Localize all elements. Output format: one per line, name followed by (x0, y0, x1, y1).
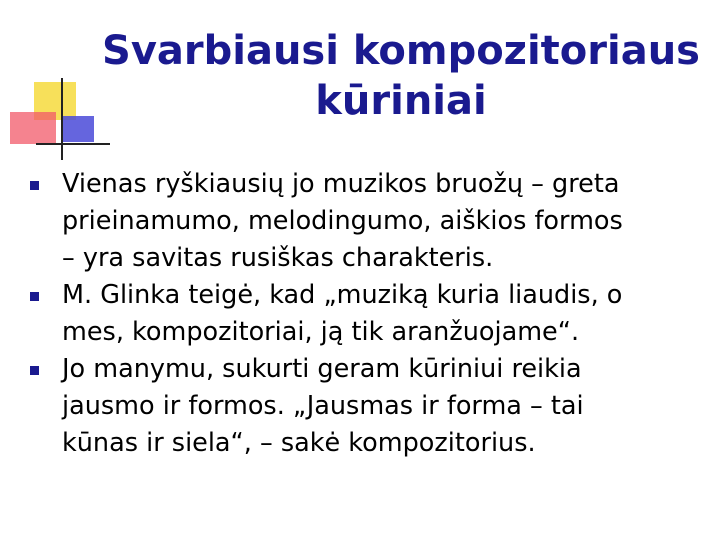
deco-blue-square (62, 116, 94, 142)
bullet-list (30, 166, 710, 462)
square-bullet-icon (30, 366, 39, 375)
bullet-line: Jo manymu, sukurti geram kūriniui reikia (62, 354, 582, 384)
deco-red-square (10, 112, 56, 144)
square-bullet-icon (30, 181, 39, 190)
bullet-line: Vienas ryškiausių jo muzikos bruožų – greta (62, 169, 620, 199)
bullet-item (30, 166, 710, 277)
slide-title-line: kūriniai (315, 78, 487, 124)
bullet-item (30, 277, 710, 351)
bullet-line: M. Glinka teigė, kad „muziką kuria liaudis, o (62, 280, 623, 310)
bullet-item (30, 351, 710, 462)
bullet-line: mes, kompozitoriai, ją tik aranžuojame“. (62, 317, 580, 347)
bullet-line: – yra savitas rusiškas charakteris. (62, 243, 494, 273)
square-bullet-icon (30, 292, 39, 301)
bullet-line: prieinamumo, melodingumo, aiškios formos (62, 206, 623, 236)
slide-title (96, 26, 706, 126)
bullet-line: kūnas ir siela“, – sakė kompozitorius. (62, 428, 536, 458)
decorative-squares (0, 0, 110, 170)
bullet-text (62, 351, 710, 462)
slide-title-line: Svarbiausi kompozitoriaus (102, 28, 700, 74)
bullet-text (62, 166, 710, 277)
bullet-line: jausmo ir formos. „Jausmas ir forma – tai (62, 391, 584, 421)
bullet-text (62, 277, 710, 351)
